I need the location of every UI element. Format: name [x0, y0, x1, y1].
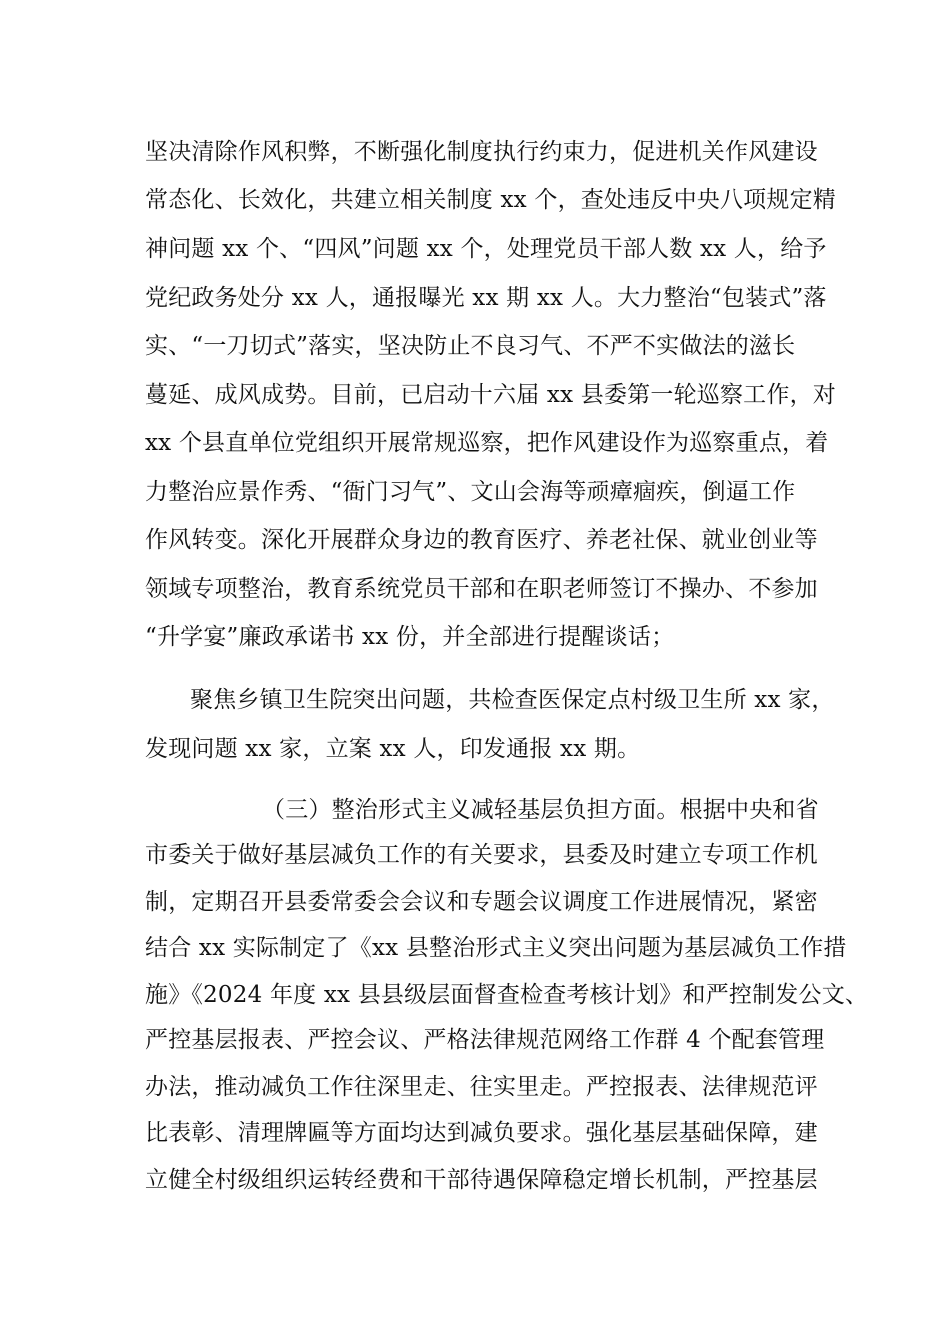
paragraph-1-line-7: xx 个县直单位党组织开展常规巡察，把作风建设作为巡察重点，着 — [145, 430, 829, 456]
paragraph-1-line-3: 神问题 xx 个、“四风”问题 xx 个，处理党员干部人数 xx 人，给予 — [145, 236, 827, 262]
paragraph-1-line-2: 常态化、长效化，共建立相关制度 xx 个，查处违反中央八项规定精 — [145, 187, 836, 213]
paragraph-3-line-7: 办法，推动减负工作往深里走、往实里走。严控报表、法律规范评 — [145, 1074, 818, 1100]
section-3-heading-line: （三）整治形式主义减轻基层负担方面。根据中央和省 — [262, 797, 819, 823]
paragraph-2-line-1: 聚焦乡镇卫生院突出问题，共检查医保定点村级卫生所 xx 家， — [190, 687, 835, 713]
paragraph-3-line-5: 施》《2024 年度 xx 县县级层面督查检查考核计划》和严控制发公文、 — [145, 982, 869, 1008]
paragraph-1-line-10: 领域专项整治，教育系统党员干部和在职老师签订不操办、不参加 — [145, 576, 818, 602]
paragraph-3-line-4: 结合 xx 实际制定了《xx 县整治形式主义突出问题为基层减负工作措 — [145, 935, 847, 961]
paragraph-1-line-11: “升学宴”廉政承诺书 xx 份，并全部进行提醒谈话； — [145, 624, 675, 650]
paragraph-1-line-8: 力整治应景作秀、“衙门习气”、文山会海等顽瘴痼疾，倒逼工作 — [145, 479, 796, 505]
paragraph-1-line-9: 作风转变。深化开展群众身边的教育医疗、养老社保、就业创业等 — [145, 527, 818, 553]
paragraph-3-line-6: 严控基层报表、严控会议、严格法律规范网络工作群 4 个配套管理 — [145, 1027, 825, 1053]
paragraph-1-line-1: 坚决清除作风积弊，不断强化制度执行约束力，促进机关作风建设 — [145, 139, 818, 165]
paragraph-1-line-6: 蔓延、成风成势。目前，已启动十六届 xx 县委第一轮巡察工作，对 — [145, 382, 836, 408]
paragraph-1-line-5: 实、“一刀切式”落实，坚决防止不良习气、不严不实做法的滋长 — [145, 333, 796, 359]
paragraph-3-line-2: 市委关于做好基层减负工作的有关要求，县委及时建立专项工作机 — [145, 842, 818, 868]
paragraph-3-line-8: 比表彰、清理牌匾等方面均达到减负要求。强化基层基础保障，建 — [145, 1120, 818, 1146]
paragraph-2-line-2: 发现问题 xx 家，立案 xx 人，印发通报 xx 期。 — [145, 736, 641, 762]
paragraph-3-line-3: 制，定期召开县委常委会会议和专题会议调度工作进展情况，紧密 — [145, 889, 818, 915]
paragraph-1-line-4: 党纪政务处分 xx 人，通报曝光 xx 期 xx 人。大力整治“包装式”落 — [145, 285, 827, 311]
paragraph-3-line-9: 立健全村级组织运转经费和干部待遇保障稳定增长机制，严控基层 — [145, 1167, 818, 1193]
